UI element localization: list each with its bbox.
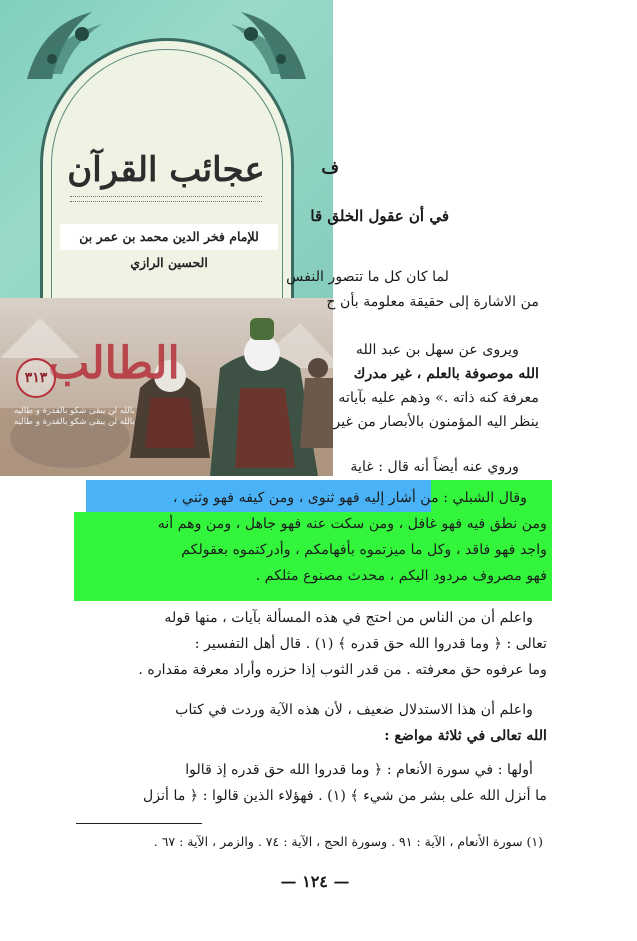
text-line: أولها : في سورة الأنعام : ﴿ وما قدروا الله حق قدره إذ قالوا [185,762,533,778]
text-line: الله تعالى في ثلاثة مواضع : [384,728,547,744]
section-heading: في أن عقول الخلق قا [310,207,449,225]
text-line: ما أنزل الله على بشر من شيء ﴾ (١) . فهؤلاء الذين قالوا : ﴿ ما أنزل [142,788,547,804]
highlighted-quote-line: فهو مصروف مردود اليكم ، محدث مصنوع مثلكم . [255,568,547,584]
page-title-fragment: ف [321,158,339,178]
text-line: من الاشارة إلى حقيقة معلومة بأن ح [326,294,539,310]
film-caption [14,406,164,428]
text-line: ينظر اليه المؤمنون بالأبصار من غير [333,414,539,430]
book-cover-image [0,0,333,298]
page-number: — ١٢٤ — [280,872,350,891]
cover-title: عجائب القرآن [67,150,265,190]
text-line: معرفة كنه ذاته .» وذهم عليه بآياته [338,390,539,406]
film-logo: الطالب [48,338,180,389]
text-line: ويروى عن سهل بن عبد الله [355,342,519,358]
highlighted-quote-line: واجد فهو فاقد ، وكل ما ميزتموه بأفهامكم ، وأدركتموه بعقولكم [181,542,547,558]
footnote: (١) سورة الأنعام ، الآية : ٩١ . وسورة الحج ، الآية : ٧٤ . والزمر ، الآية : ٦٧ . [153,834,543,849]
footnote-separator [76,823,202,824]
film-still-image [0,298,333,476]
text-line: واعلم أن من الناس من احتج في هذه المسألة بآيات ، منها قوله [164,610,533,626]
text-line: واعلم أن هذا الاستدلال ضعيف ، لأن هذه الآية وردت في كتاب [175,702,533,718]
caption-line: بالله لن يبقى شكو بالقدرة و طاليه [14,417,135,427]
text-line: وروي عنه أيضاً أنه قال : غاية [350,459,519,475]
cover-author: للإمام فخر الدين محمد بن عمر بن الحسين الرازي [60,224,278,250]
text-line: لما كان كل ما تتصور النفس [286,269,449,285]
text-line: وما عرفوه حق معرفته . من قدر الثوب إذا حزره وأراد معرفة مقداره . [138,662,547,678]
highlighted-quote-line: وقال الشبلي : من أشار إليه فهو ثنوى ، ومن كيفه فهو وثني ، [172,490,527,506]
film-logo-number: ٣١٣ [16,358,56,398]
caption-line: بالله لن يبقى شكو بالقدرة و طاليه [14,406,135,416]
text-line: تعالى : ﴿ وما قدروا الله حق قدره ﴾ (١) . قال أهل التفسير : [194,636,547,652]
text-line: الله موصوفة بالعلم ، غير مدرك [353,366,539,382]
cover-subtitle-rule [70,196,262,202]
highlighted-quote-line: ومن نطق فيه فهو غافل ، ومن سكت عنه فهو جاهل ، ومن وهم أنه [157,516,547,532]
